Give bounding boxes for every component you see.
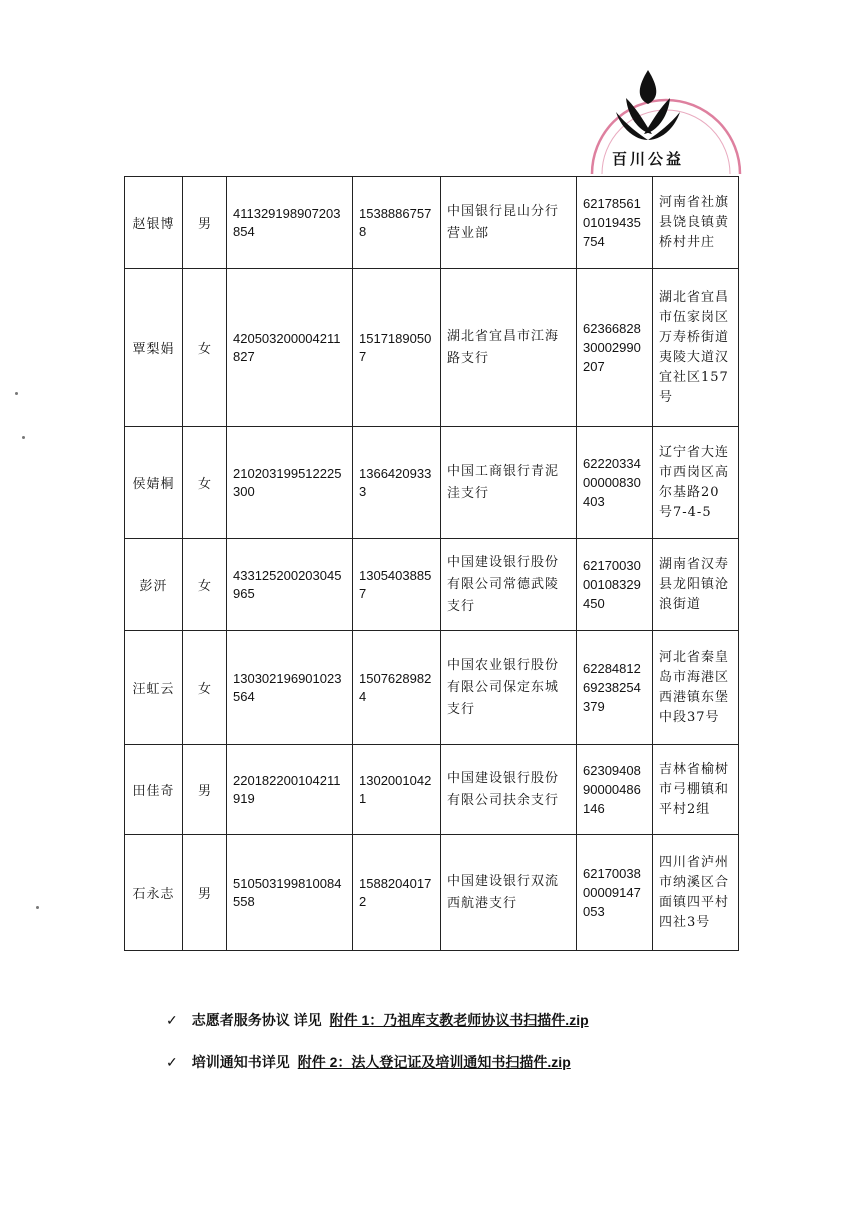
bank-branch: 湖北省宜昌市江海路支行: [441, 269, 577, 427]
table-row: [125, 631, 739, 745]
home-address: 河南省社旗县饶良镇黄桥村井庄: [653, 177, 739, 269]
bank-branch: 中国工商银行青泥洼支行: [441, 427, 577, 539]
phone-number: 15388867578: [353, 177, 441, 269]
checkmark-icon: ✓: [166, 1012, 178, 1028]
phone-number: 13054038857: [353, 539, 441, 631]
phone-number: 13664209333: [353, 427, 441, 539]
seal-name-text: 百川公益: [611, 150, 685, 168]
table-row: [125, 745, 739, 835]
card-number: 6217003800009147053: [577, 835, 653, 951]
table-row: [125, 177, 739, 269]
id-number: 210203199512225300: [227, 427, 353, 539]
bank-branch: 中国建设银行股份有限公司常德武陵支行: [441, 539, 577, 631]
bank-branch: 中国建设银行双流西航港支行: [441, 835, 577, 951]
scan-speck: [36, 906, 39, 909]
attachment-label: 培训通知书详见: [191, 1054, 290, 1070]
card-number: 6217856101019435754: [577, 177, 653, 269]
id-number: 411329198907203854: [227, 177, 353, 269]
phone-number: 15882040172: [353, 835, 441, 951]
table-row: [125, 269, 739, 427]
scan-speck: [22, 436, 25, 439]
volunteer-name: 彭汧: [125, 539, 183, 631]
volunteer-table: [124, 176, 739, 951]
volunteer-name: 覃梨娟: [125, 269, 183, 427]
volunteer-gender: 男: [183, 177, 227, 269]
attachment-link-1[interactable]: 附件 1：乃祖库支教老师协议书扫描件.zip: [329, 1012, 589, 1028]
volunteer-gender: 女: [183, 269, 227, 427]
seal-logo-icon: [616, 70, 680, 140]
home-address: 湖南省汉寿县龙阳镇沧浪街道: [653, 539, 739, 631]
id-number: 433125200203045965: [227, 539, 353, 631]
volunteer-gender: 女: [183, 427, 227, 539]
id-number: 130302196901023564: [227, 631, 353, 745]
id-number: 510503199810084558: [227, 835, 353, 951]
phone-number: 15076289824: [353, 631, 441, 745]
card-number: 6230940890000486146: [577, 745, 653, 835]
card-number: 6228481269238254379: [577, 631, 653, 745]
table-row: [125, 539, 739, 631]
bank-branch: 中国农业银行股份有限公司保定东城支行: [441, 631, 577, 745]
card-number: 6222033400000830403: [577, 427, 653, 539]
home-address: 湖北省宜昌市伍家岗区万寿桥街道夷陵大道汉宜社区157号: [653, 269, 739, 427]
volunteer-name: 石永志: [125, 835, 183, 951]
table-row: [125, 427, 739, 539]
attachment-line-1: [166, 1010, 589, 1030]
checkmark-icon: ✓: [166, 1054, 178, 1070]
table-row: [125, 835, 739, 951]
scan-speck: [15, 392, 18, 395]
volunteer-name: 汪虹云: [125, 631, 183, 745]
attachment-link-2[interactable]: 附件 2：法人登记证及培训通知书扫描件.zip: [297, 1054, 571, 1070]
home-address: 四川省泸州市纳溪区合面镇四平村四社3号: [653, 835, 739, 951]
volunteer-table-body: [125, 177, 739, 951]
volunteer-name: 侯婧桐: [125, 427, 183, 539]
id-number: 420503200004211827: [227, 269, 353, 427]
bank-branch: 中国银行昆山分行营业部: [441, 177, 577, 269]
bank-branch: 中国建设银行股份有限公司扶余支行: [441, 745, 577, 835]
organization-seal: [586, 66, 746, 186]
volunteer-gender: 女: [183, 539, 227, 631]
home-address: 辽宁省大连市西岗区高尔基路20号7-4-5: [653, 427, 739, 539]
attachment-label: 志愿者服务协议 详见: [191, 1012, 322, 1028]
phone-number: 15171890507: [353, 269, 441, 427]
volunteer-name: 赵银博: [125, 177, 183, 269]
card-number: 6217003000108329450: [577, 539, 653, 631]
home-address: 河北省秦皇岛市海港区西港镇东堡中段37号: [653, 631, 739, 745]
phone-number: 13020010421: [353, 745, 441, 835]
volunteer-gender: 男: [183, 745, 227, 835]
attachment-line-2: [166, 1052, 571, 1072]
volunteer-name: 田佳奇: [125, 745, 183, 835]
volunteer-gender: 女: [183, 631, 227, 745]
card-number: 6236682830002990207: [577, 269, 653, 427]
id-number: 220182200104211919: [227, 745, 353, 835]
home-address: 吉林省榆树市弓棚镇和平村2组: [653, 745, 739, 835]
volunteer-gender: 男: [183, 835, 227, 951]
